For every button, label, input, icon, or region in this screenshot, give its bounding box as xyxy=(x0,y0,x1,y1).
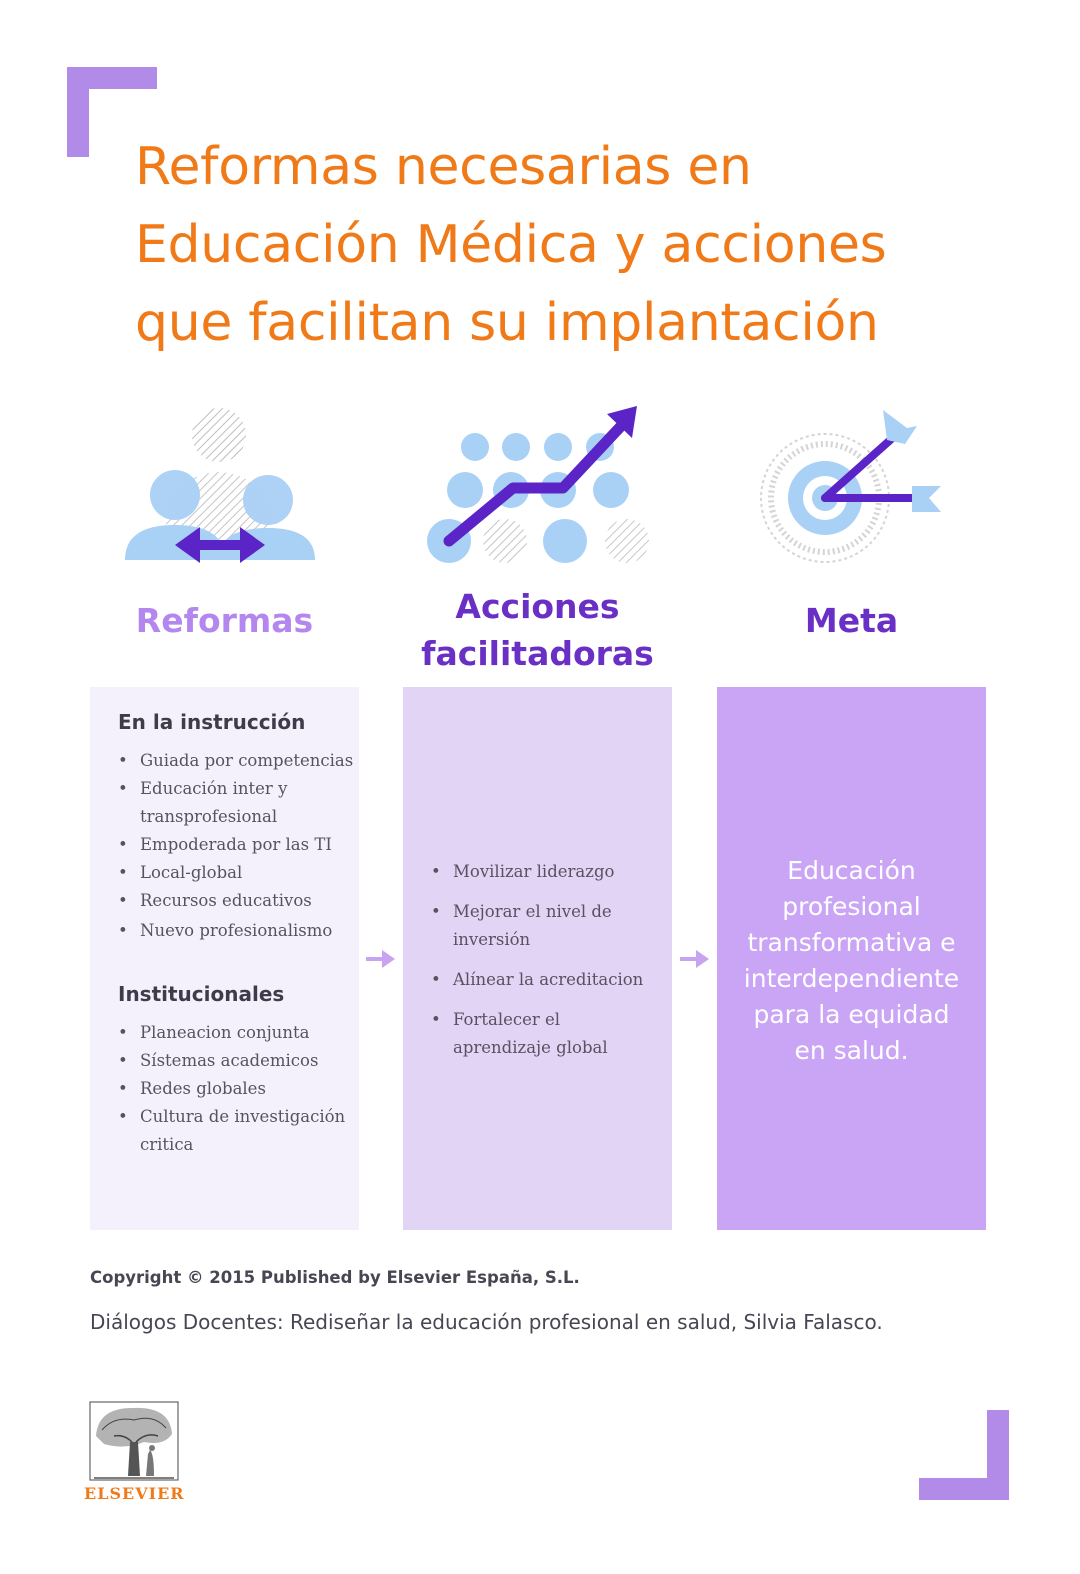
growth-chart-icon xyxy=(415,400,660,570)
list-item: • Educación inter y transprofesional xyxy=(118,775,355,831)
list-item: • Fortalecer el aprendizaje global xyxy=(431,1006,653,1062)
corner-decoration-top-left-bar xyxy=(67,67,157,89)
section-title-institucionales: Institucionales xyxy=(118,982,285,1006)
list-item: • Local-global xyxy=(118,859,355,887)
list-item: • Movilizar liderazgo xyxy=(431,858,653,886)
list-item: • Mejorar el nivel de inversión xyxy=(431,898,653,954)
institucionales-list xyxy=(118,1019,359,1159)
list-item: • Guiada por competencias xyxy=(118,747,355,775)
column-heading-reformas: Reformas xyxy=(135,601,314,640)
meta-panel xyxy=(717,687,986,1230)
list-item: • Empoderada por las TI xyxy=(118,831,355,859)
list-item: • Recursos educativos xyxy=(118,887,355,915)
people-exchange-icon xyxy=(120,400,320,570)
list-item: • Cultura de investigación critica xyxy=(118,1103,355,1159)
column-heading-acciones: Acciones facilitadoras xyxy=(421,587,654,673)
elsevier-logo-text: ELSEVIER xyxy=(84,1484,185,1503)
meta-text: Educación profesional transformativa e interdependiente para la equidad en salud. xyxy=(743,856,960,1065)
title-line-3: que facilitan su implantación xyxy=(135,293,879,353)
copyright-notice: Copyright © 2015 Published by Elsevier España, S.L. xyxy=(90,1268,580,1287)
list-item: • Sístemas academicos xyxy=(118,1047,355,1075)
page-title xyxy=(135,128,935,362)
instruccion-list xyxy=(118,747,359,945)
list-item: • Nuevo profesionalismo xyxy=(118,917,355,945)
arrow-right-icon xyxy=(366,948,396,970)
elsevier-tree-logo xyxy=(84,1398,184,1484)
citation: Diálogos Docentes: Rediseñar la educación profesional en salud, Silvia Falasco. xyxy=(90,1310,883,1334)
corner-decoration-bottom-right-bar xyxy=(919,1478,1009,1500)
acciones-list xyxy=(431,858,656,1074)
title-line-1: Reformas necesarias en xyxy=(135,137,752,197)
list-item: • Planeacion conjunta xyxy=(118,1019,355,1047)
target-icon xyxy=(757,400,947,570)
acciones-panel xyxy=(403,687,672,1230)
list-item: • Alínear la acreditacion xyxy=(431,966,653,994)
column-heading-meta: Meta xyxy=(804,601,899,640)
arrow-right-icon xyxy=(680,948,710,970)
section-title-instruccion: En la instrucción xyxy=(118,710,306,734)
reformas-panel xyxy=(90,687,359,1230)
list-item: • Redes globales xyxy=(118,1075,355,1103)
title-line-2: Educación Médica y acciones xyxy=(135,215,887,275)
